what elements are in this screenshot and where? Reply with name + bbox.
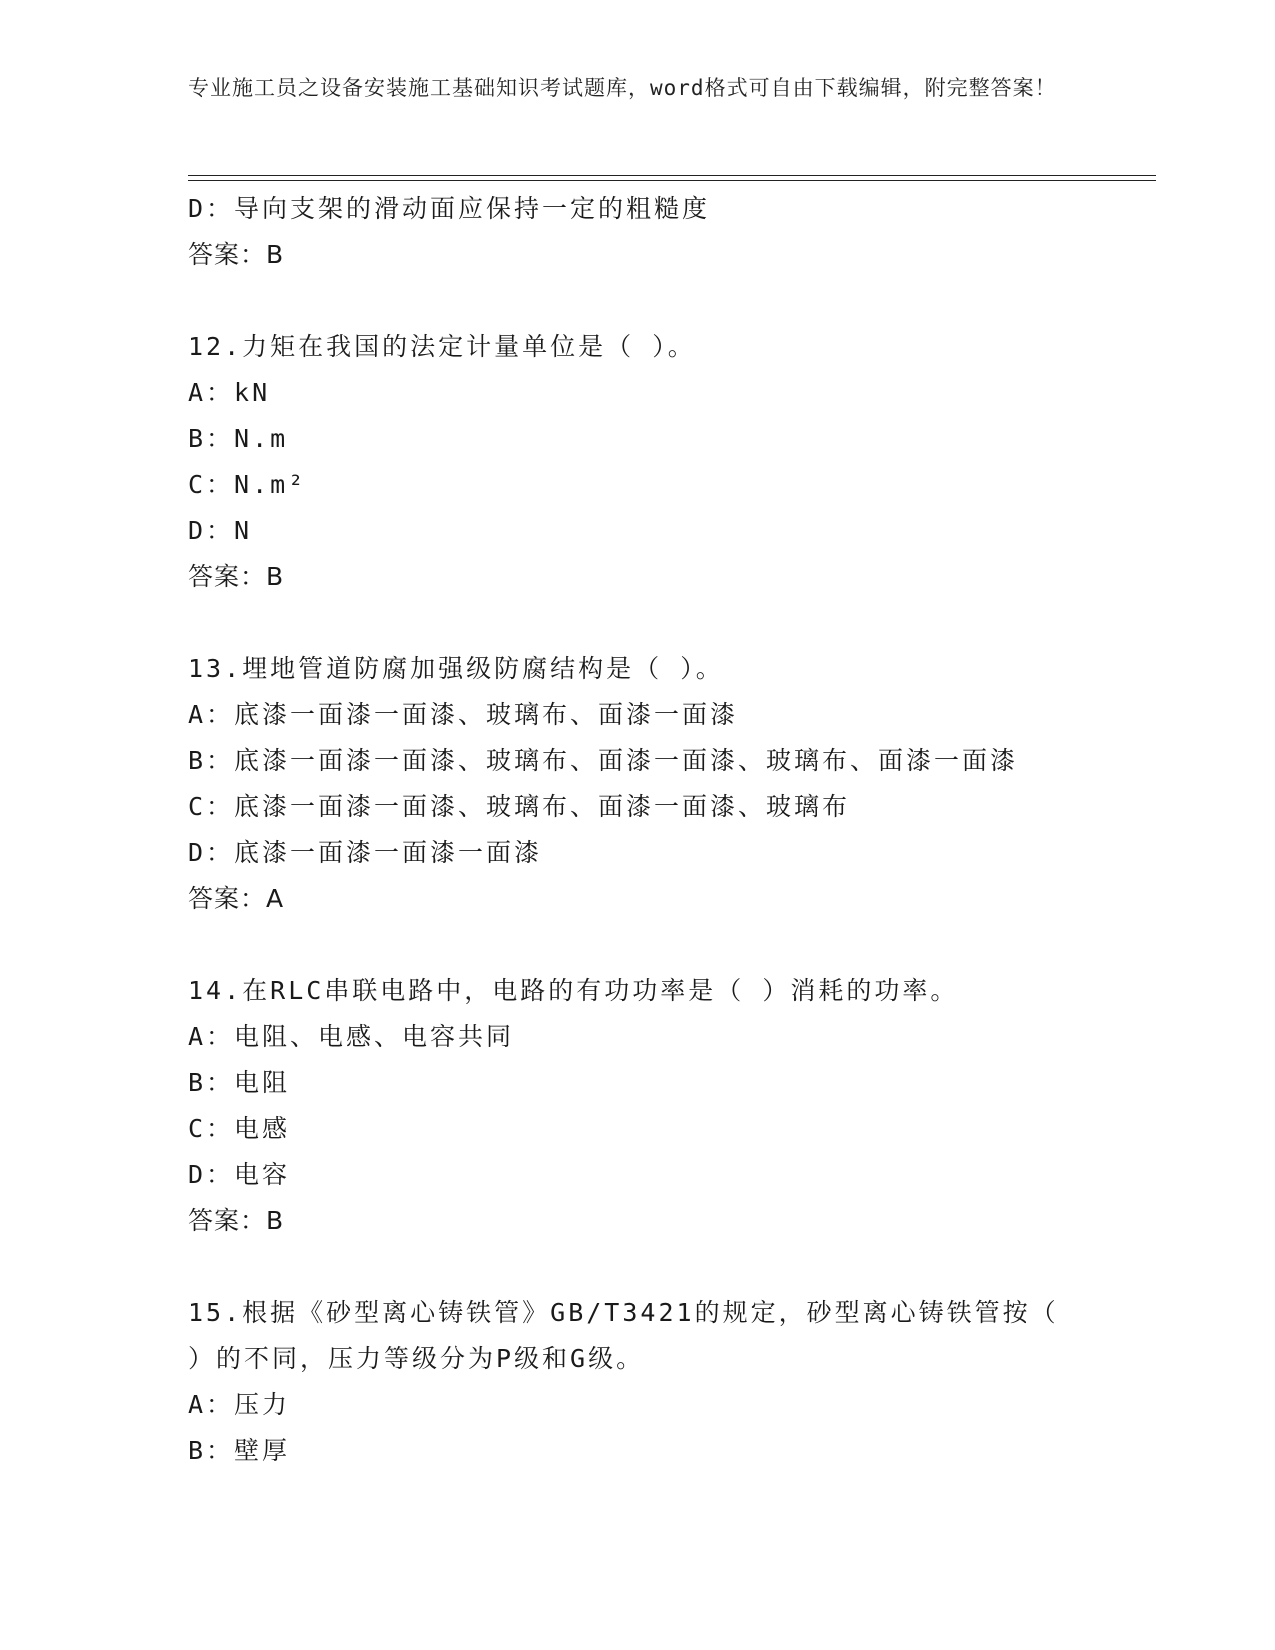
- question-13-option-d: D：底漆一面漆一面漆一面漆: [188, 838, 543, 867]
- prev-answer: 答案：B: [188, 240, 285, 269]
- prev-option-d: D：导向支架的滑动面应保持一定的粗糙度: [188, 194, 711, 223]
- question-14-text: 14.在RLC串联电路中，电路的有功功率是（ ）消耗的功率。: [188, 976, 959, 1005]
- question-13-text: 13.埋地管道防腐加强级防腐结构是（ ）。: [188, 654, 724, 683]
- question-15-option-a: A：压力: [188, 1390, 291, 1419]
- question-14-option-b: B：电阻: [188, 1068, 291, 1097]
- question-13-option-b: B：底漆一面漆一面漆、玻璃布、面漆一面漆、玻璃布、面漆一面漆: [188, 746, 1019, 775]
- question-13-option-a: A：底漆一面漆一面漆、玻璃布、面漆一面漆: [188, 700, 739, 729]
- question-12-option-d: D：N: [188, 516, 253, 545]
- question-15-text: 15.根据《砂型离心铸铁管》GB/T3421的规定，砂型离心铸铁管按（ ）的不同，压力等级分为P级和G级。: [188, 1298, 1059, 1373]
- spacer: [188, 278, 1148, 324]
- question-14-option-a: A：电阻、电感、电容共同: [188, 1022, 515, 1051]
- question-15-option-b: B：壁厚: [188, 1436, 291, 1465]
- document-header: [188, 72, 1068, 104]
- spacer: [188, 922, 1148, 968]
- header-rule-bottom: [188, 180, 1156, 181]
- question-14-option-c: C：电感: [188, 1114, 291, 1143]
- question-14-option-d: D：电容: [188, 1160, 291, 1189]
- header-title: 专业施工员之设备安装施工基础知识考试题库，word格式可自由下载编辑，附完整答案！: [188, 76, 1057, 100]
- question-12-text: 12.力矩在我国的法定计量单位是（ ）。: [188, 332, 696, 361]
- header-rule-top: [188, 175, 1156, 176]
- question-12-answer: 答案：B: [188, 562, 285, 591]
- question-13-option-c: C：底漆一面漆一面漆、玻璃布、面漆一面漆、玻璃布: [188, 792, 851, 821]
- spacer: [188, 600, 1148, 646]
- question-12-option-a: A：kN: [188, 378, 271, 407]
- question-12-option-c: C：N.m²: [188, 470, 307, 499]
- question-12-option-b: B：N.m: [188, 424, 289, 453]
- spacer: [188, 1244, 1148, 1290]
- question-14-answer: 答案：B: [188, 1206, 285, 1235]
- question-13-answer: 答案：A: [188, 884, 285, 913]
- question-content: [188, 186, 1148, 1474]
